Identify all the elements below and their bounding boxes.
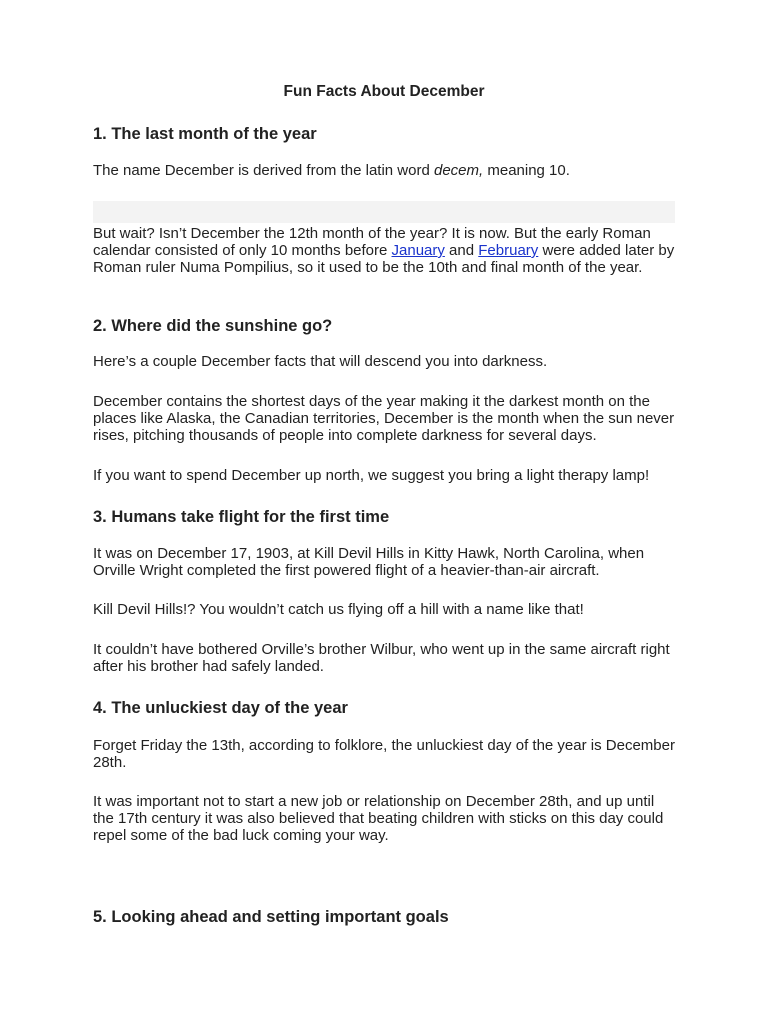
section-2-paragraph-1: Here’s a couple December facts that will descend you into darkness. bbox=[93, 353, 548, 370]
section-3-paragraph-1: It was on December 17, 1903, at Kill Devil Hills in Kitty Hawk, North Carolina, when Orville Wright completed the first powered flight of a heavier-than-air aircraft. bbox=[93, 545, 645, 579]
paragraph-text: and bbox=[444, 242, 479, 259]
january-link[interactable]: January bbox=[391, 242, 445, 259]
paragraph-text: But wait? Isn’t December the 12th month of the year? It is now. But the early Roman calendar consisted of only 10 months before bbox=[93, 225, 651, 259]
section-5-heading: 5. Looking ahead and setting important goals bbox=[93, 908, 449, 926]
section-3-heading: 3. Humans take flight for the first time bbox=[93, 508, 390, 526]
paragraph-text: were added later by Roman ruler Numa Pompilius, so it used to be the 10th and final month of the year. bbox=[93, 242, 675, 276]
shaded-blank-line bbox=[93, 201, 675, 223]
section-2-paragraph-3: If you want to spend December up north, we suggest you bring a light therapy lamp! bbox=[93, 467, 650, 484]
paragraph-text: The name December is derived from the latin word bbox=[93, 162, 434, 179]
section-4-heading: 4. The unluckiest day of the year bbox=[93, 699, 348, 717]
section-1-paragraph-2 bbox=[93, 225, 677, 276]
document-title: Fun Facts About December bbox=[283, 83, 485, 100]
section-2-heading: 2. Where did the sunshine go? bbox=[93, 317, 333, 335]
section-2-paragraph-2: December contains the shortest days of the year making it the darkest month on the places like Alaska, the Canadian territories, December is the month when the sun never rises, pitching thousands of people into complete darkness for several days. bbox=[93, 393, 675, 444]
section-1-paragraph-1 bbox=[93, 162, 677, 179]
section-4-paragraph-1: Forget Friday the 13th, according to folklore, the unluckiest day of the year is December 28th. bbox=[93, 737, 675, 771]
section-3-paragraph-3: It couldn’t have bothered Orville’s brother Wilbur, who went up in the same aircraft right after his brother had safely landed. bbox=[93, 641, 670, 675]
paragraph-text: meaning 10. bbox=[483, 162, 570, 179]
section-3-paragraph-2: Kill Devil Hills!? You wouldn’t catch us flying off a hill with a name like that! bbox=[93, 601, 584, 618]
section-4-paragraph-2: It was important not to start a new job or relationship on December 28th, and up until the 17th century it was also believed that beating children with sticks on this day could repel some of the bad luck coming your way. bbox=[93, 793, 664, 844]
section-1-heading: 1. The last month of the year bbox=[93, 125, 317, 143]
february-link[interactable]: February bbox=[478, 242, 539, 259]
latin-word: decem, bbox=[433, 162, 484, 179]
